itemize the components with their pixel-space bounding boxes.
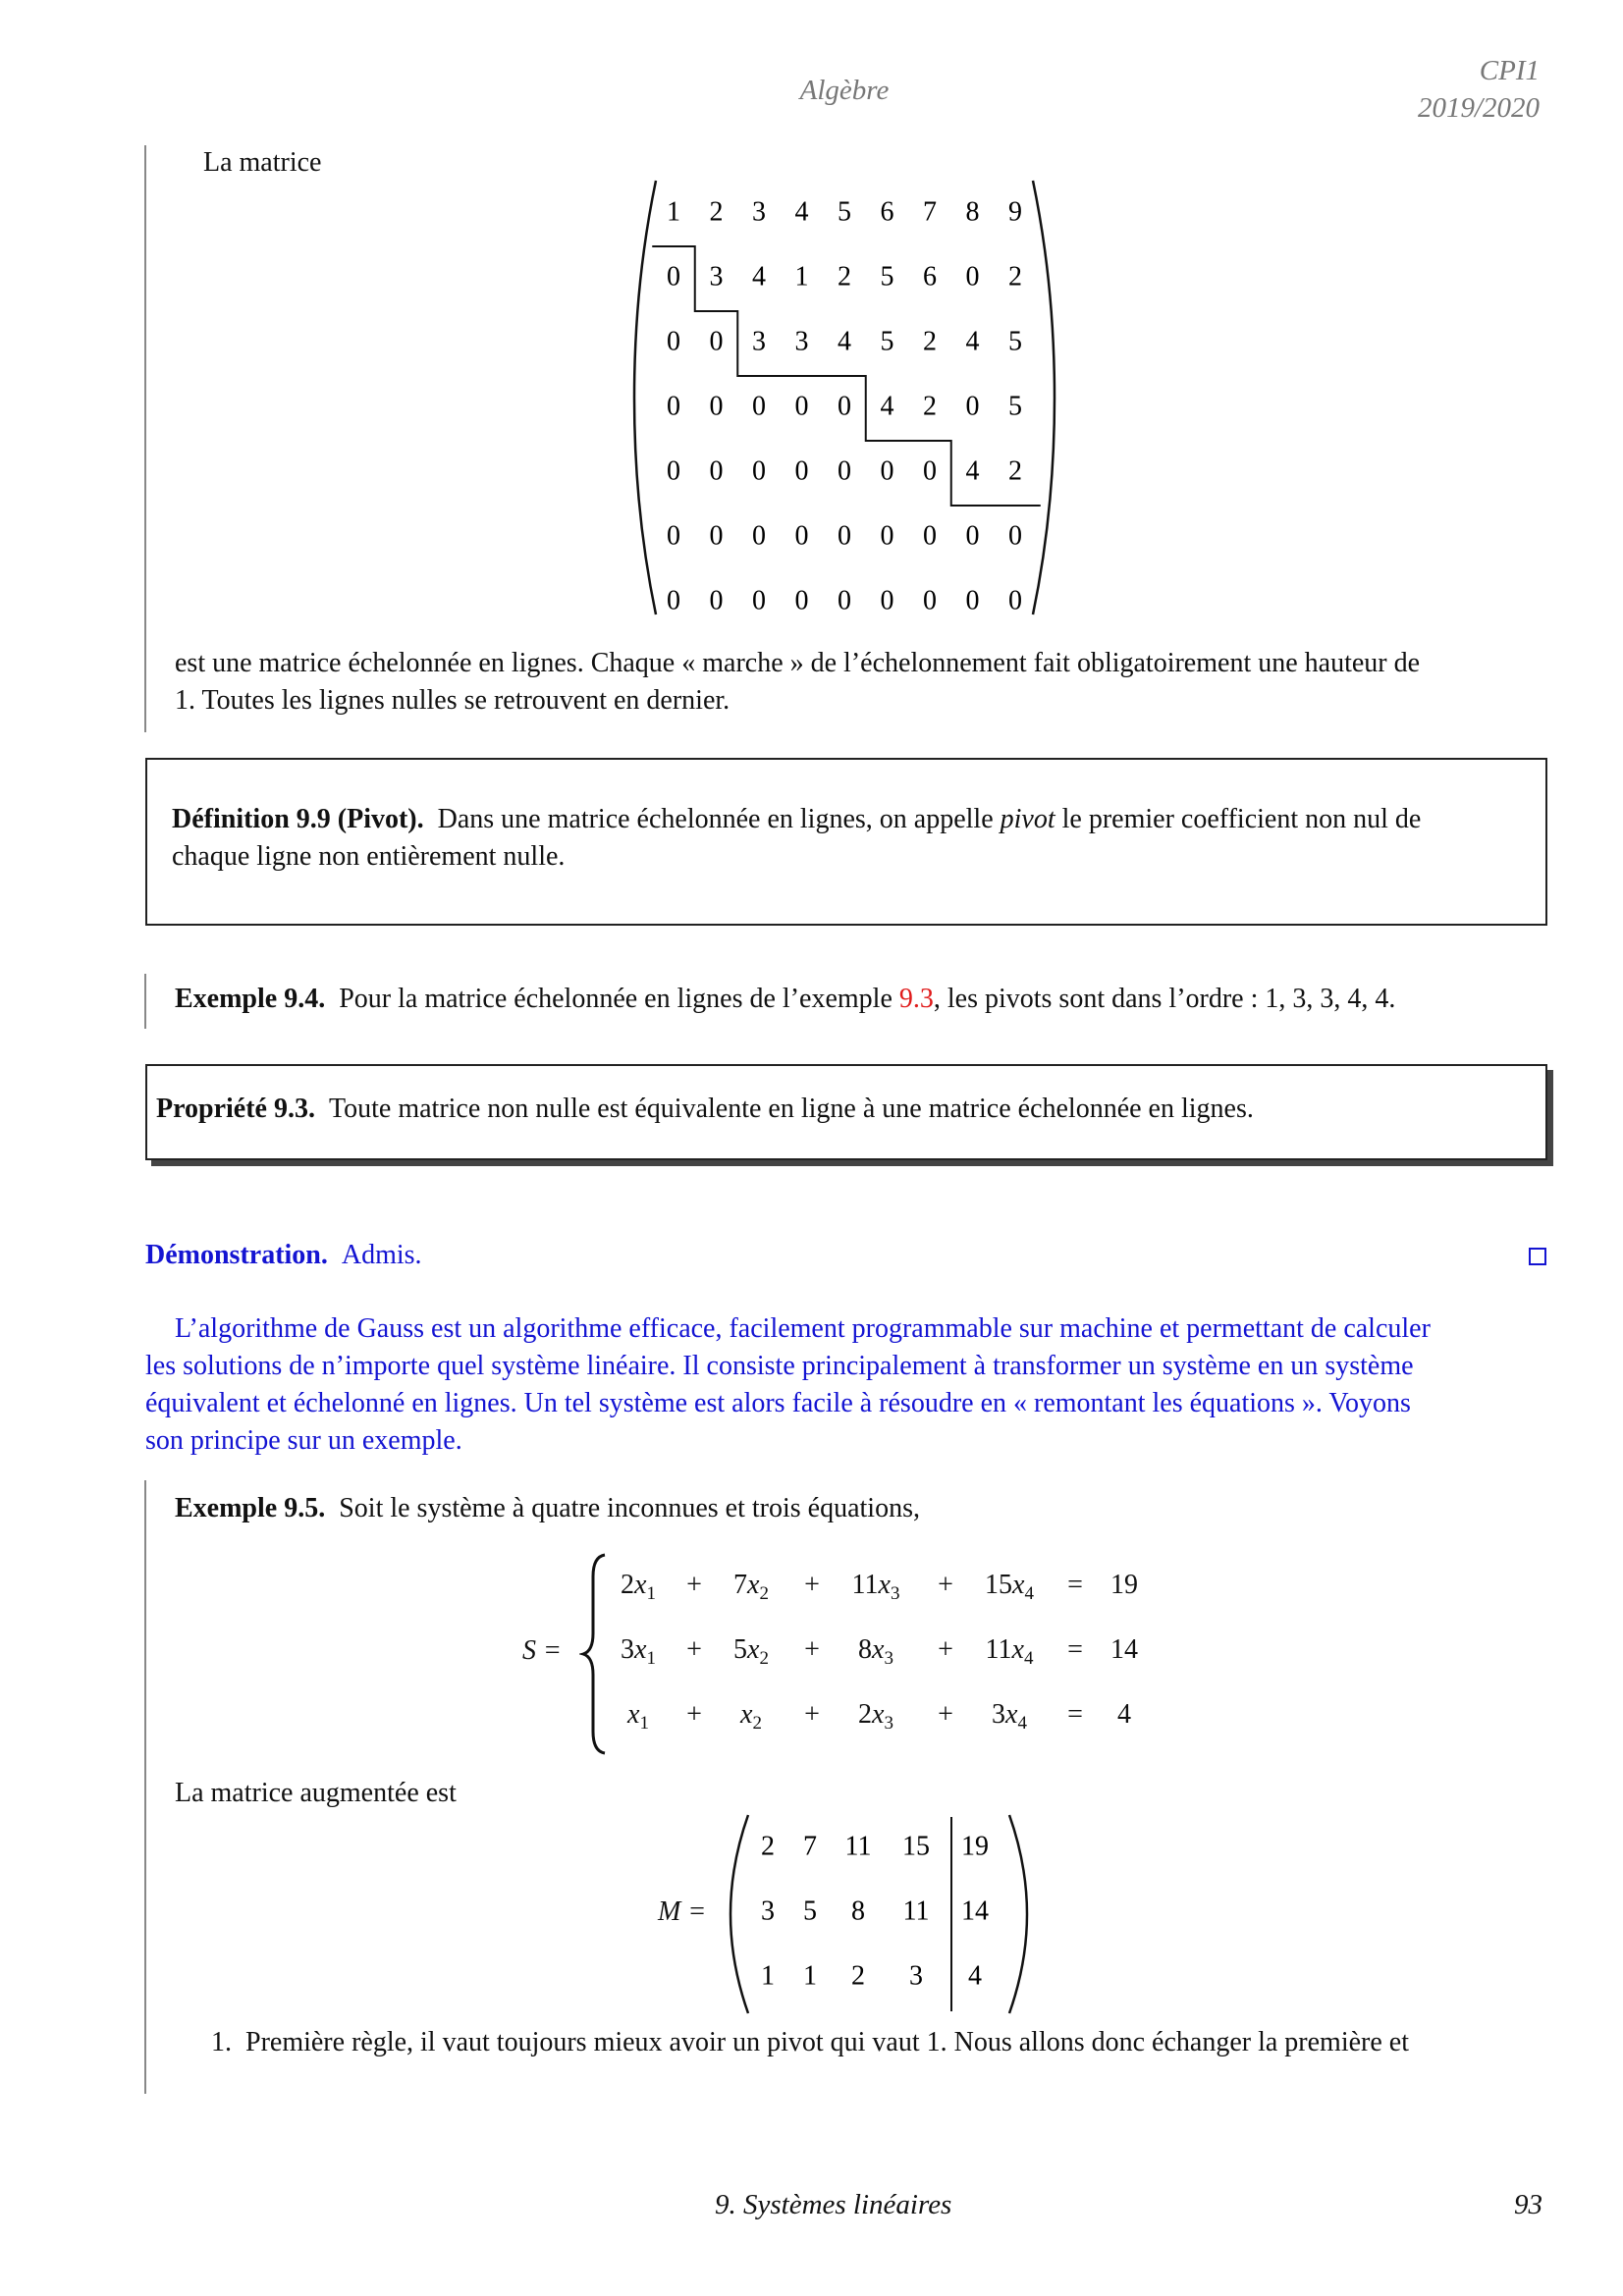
definition-text-before: Dans une matrice échelonnée en lignes, on appelle	[437, 804, 994, 834]
example-95-intro	[175, 1490, 920, 1527]
matrix-cell: 0	[667, 520, 680, 552]
matrix-cell: 11	[902, 1896, 930, 1927]
equation-rhs: 14	[1110, 1634, 1138, 1665]
matrix-cell: 9	[1008, 196, 1022, 228]
example-94-rule	[144, 974, 146, 1029]
example-94-label: Exemple 9.4.	[175, 984, 326, 1014]
matrix-cell: 4	[965, 326, 980, 357]
matrix-explanation-line2: 1. Toutes les lignes nulles se retrouvent en dernier.	[175, 685, 730, 716]
matrix-cell: 19	[961, 1831, 989, 1862]
matrix-cell: 4	[794, 196, 809, 228]
matrix-cell: 5	[880, 261, 894, 293]
equation-row: $2x_1$ + $7x_2$ + $11x_3$ + $15x_4$ = 19	[609, 1566, 1159, 1605]
example-94-text	[175, 981, 1395, 1018]
term-x1: $x_1$	[627, 1699, 649, 1734]
matrix-cell: 5	[880, 326, 894, 357]
matrix-cell: 3	[752, 196, 766, 228]
matrix-explanation	[175, 645, 1544, 720]
demonstration-text	[145, 1237, 422, 1274]
matrix-cell: 0	[965, 585, 980, 616]
matrix-cell: 0	[880, 520, 894, 552]
matrix-cell: 1	[803, 1960, 817, 1992]
matrix-cells	[761, 1831, 989, 1991]
matrix-cell: 3	[709, 261, 724, 293]
demonstration-body: Admis.	[341, 1240, 422, 1270]
augmented-matrix-name: M =	[658, 1896, 707, 1927]
equation-rhs: 19	[1110, 1570, 1138, 1600]
matrix-cell: 3	[761, 1896, 775, 1927]
matrix-cell: 0	[794, 520, 809, 552]
matrix-cell: 0	[880, 585, 894, 616]
matrix-cell: 2	[923, 391, 937, 422]
term-x4: $11x_4$	[985, 1634, 1034, 1669]
matrix-cell: 5	[1008, 391, 1022, 422]
example-95-rule	[144, 1480, 146, 2094]
matrix-cell: 7	[803, 1831, 817, 1862]
matrix-cell: 8	[965, 196, 980, 228]
matrix-cell: 1	[794, 261, 809, 293]
term-x4: $15x_4$	[985, 1570, 1034, 1604]
equation-rhs: 4	[1117, 1699, 1131, 1730]
gauss-paragraph	[145, 1310, 1547, 1460]
equation-row: $x_1$ + $x_2$ + $2x_3$ + $3x_4$ = 4	[609, 1695, 1159, 1735]
term-x3: $11x_3$	[851, 1570, 900, 1604]
matrix-cell: 0	[709, 585, 724, 616]
matrix-cell: 0	[667, 391, 680, 422]
matrix-cell: 7	[923, 196, 937, 228]
matrix-cell: 2	[761, 1831, 775, 1862]
matrix-cell: 6	[880, 196, 894, 228]
matrix-cell: 0	[1008, 520, 1022, 552]
matrix-cell: 0	[794, 455, 809, 487]
matrix-cell: 1	[761, 1960, 775, 1992]
matrix-cell: 2	[709, 196, 724, 228]
matrix-cells	[667, 196, 1022, 615]
definition-text-after: le premier coefficient non nul de	[1061, 804, 1422, 834]
matrix-cell: 4	[838, 326, 851, 357]
matrix-cell: 0	[1008, 585, 1022, 616]
matrix-intro-text: La matrice	[203, 147, 322, 178]
matrix-cell: 0	[709, 326, 724, 357]
matrix-cell: 3	[909, 1960, 923, 1992]
definition-text	[172, 801, 1527, 876]
matrix-cell: 0	[667, 455, 680, 487]
term-x2: $5x_2$	[733, 1634, 769, 1669]
matrix-cell: 0	[838, 520, 851, 552]
matrix-cell: 0	[752, 585, 766, 616]
example-95-label: Exemple 9.5.	[175, 1493, 326, 1523]
matrix-cell: 0	[838, 455, 851, 487]
matrix-cell: 11	[844, 1831, 872, 1862]
matrix-cell: 0	[752, 455, 766, 487]
matrix-cell: 0	[838, 585, 851, 616]
matrix-cell: 4	[880, 391, 894, 422]
example-94-text-before: Pour la matrice échelonnée en lignes de l’exemple	[339, 984, 893, 1014]
footer-chapter: 9. Systèmes linéaires	[715, 2189, 952, 2220]
term-x1: $3x_1$	[621, 1634, 656, 1669]
matrix-cell: 0	[923, 455, 937, 487]
matrix-cell: 2	[1008, 261, 1022, 293]
matrix-cell: 8	[851, 1896, 865, 1927]
term-x4: $3x_4$	[992, 1699, 1027, 1734]
example-95-statement: Soit le système à quatre inconnues et trois équations,	[339, 1493, 920, 1523]
augmented-intro: La matrice augmentée est	[175, 1778, 457, 1808]
echelon-matrix	[628, 177, 1060, 628]
gauss-line: L’algorithme de Gauss est un algorithme efficace, facilement programmable sur machine et permettant de calculer	[175, 1313, 1431, 1344]
term-x1: $2x_1$	[621, 1570, 656, 1604]
matrix-cell: 0	[667, 326, 680, 357]
matrix-cell: 5	[1008, 326, 1022, 357]
property-statement: Toute matrice non nulle est équivalente en ligne à une matrice échelonnée en lignes.	[328, 1094, 1254, 1124]
gauss-line: son principe sur un exemple.	[145, 1425, 462, 1456]
example-93-link[interactable]: 9.3	[898, 984, 934, 1014]
term-x2: $x_2$	[740, 1699, 762, 1734]
matrix-explanation-line1: est une matrice échelonnée en lignes. Chaque « marche » de l’échelonnement fait obligatoirement une hauteur de	[175, 648, 1421, 678]
header-course: CPI1	[1479, 55, 1540, 86]
step-1-number: 1.	[211, 2027, 232, 2057]
matrix-cell: 0	[667, 261, 680, 293]
matrix-cell: 14	[961, 1896, 989, 1927]
gauss-line: équivalent et échelonné en lignes. Un tel système est alors facile à résoudre en « remontant les équations ». Voyons	[145, 1388, 1411, 1418]
matrix-cell: 5	[803, 1896, 817, 1927]
matrix-cell: 0	[923, 520, 937, 552]
matrix-cell: 0	[965, 391, 980, 422]
matrix-cell: 6	[923, 261, 937, 293]
matrix-cell: 4	[752, 261, 766, 293]
matrix-cell: 0	[667, 585, 680, 616]
definition-term: pivot	[1000, 804, 1055, 834]
matrix-cell: 3	[752, 326, 766, 357]
demonstration-label: Démonstration.	[145, 1240, 328, 1270]
footer-page-number: 93	[1514, 2189, 1542, 2220]
definition-label: Définition 9.9 (Pivot).	[172, 804, 424, 834]
equation-row: $3x_1$ + $5x_2$ + $8x_3$ + $11x_4$ = 14	[609, 1630, 1159, 1670]
matrix-cell: 4	[968, 1960, 982, 1992]
matrix-cell: 0	[709, 455, 724, 487]
term-x3: $8x_3$	[858, 1634, 893, 1669]
step-1-text: Première règle, il vaut toujours mieux avoir un pivot qui vaut 1. Nous allons donc échanger la première et	[245, 2027, 1409, 2057]
matrix-cell: 0	[965, 261, 980, 293]
definition-line2: chaque ligne non entièrement nulle.	[172, 841, 566, 872]
system-name: S =	[522, 1635, 562, 1666]
augmented-matrix	[727, 1811, 1031, 2017]
matrix-cell: 0	[752, 391, 766, 422]
matrix-cell: 15	[902, 1831, 930, 1862]
qed-square-icon	[1529, 1248, 1546, 1265]
step-1	[211, 2024, 1409, 2061]
gauss-line: les solutions de n’importe quel système linéaire. Il consiste principalement à transformer un système en un système	[145, 1351, 1414, 1381]
matrix-cell: 2	[1008, 455, 1022, 487]
matrix-cell: 0	[752, 520, 766, 552]
matrix-cell: 3	[794, 326, 809, 357]
property-text	[156, 1091, 1254, 1128]
example-94-text-after: , les pivots sont dans l’ordre : 1, 3, 3, 4, 4.	[933, 984, 1396, 1014]
matrix-cell: 0	[923, 585, 937, 616]
matrix-cell: 0	[880, 455, 894, 487]
header-subject: Algèbre	[799, 75, 890, 106]
matrix-cell: 0	[838, 391, 851, 422]
matrix-cell: 0	[709, 520, 724, 552]
matrix-cell: 2	[923, 326, 937, 357]
matrix-cell: 1	[667, 196, 680, 228]
header-year: 2019/2020	[1417, 92, 1540, 124]
matrix-cell: 4	[965, 455, 980, 487]
matrix-cell: 0	[709, 391, 724, 422]
property-label: Propriété 9.3.	[156, 1094, 315, 1124]
example-sidebar-rule	[144, 145, 146, 732]
matrix-cell: 2	[851, 1960, 865, 1992]
left-brace-icon	[579, 1551, 613, 1757]
linear-system	[609, 1566, 1159, 1752]
matrix-cell: 5	[838, 196, 851, 228]
term-x2: $7x_2$	[733, 1570, 769, 1604]
term-x3: $2x_3$	[858, 1699, 893, 1734]
matrix-cell: 2	[838, 261, 851, 293]
matrix-cell: 0	[794, 585, 809, 616]
matrix-cell: 0	[794, 391, 809, 422]
matrix-cell: 0	[965, 520, 980, 552]
